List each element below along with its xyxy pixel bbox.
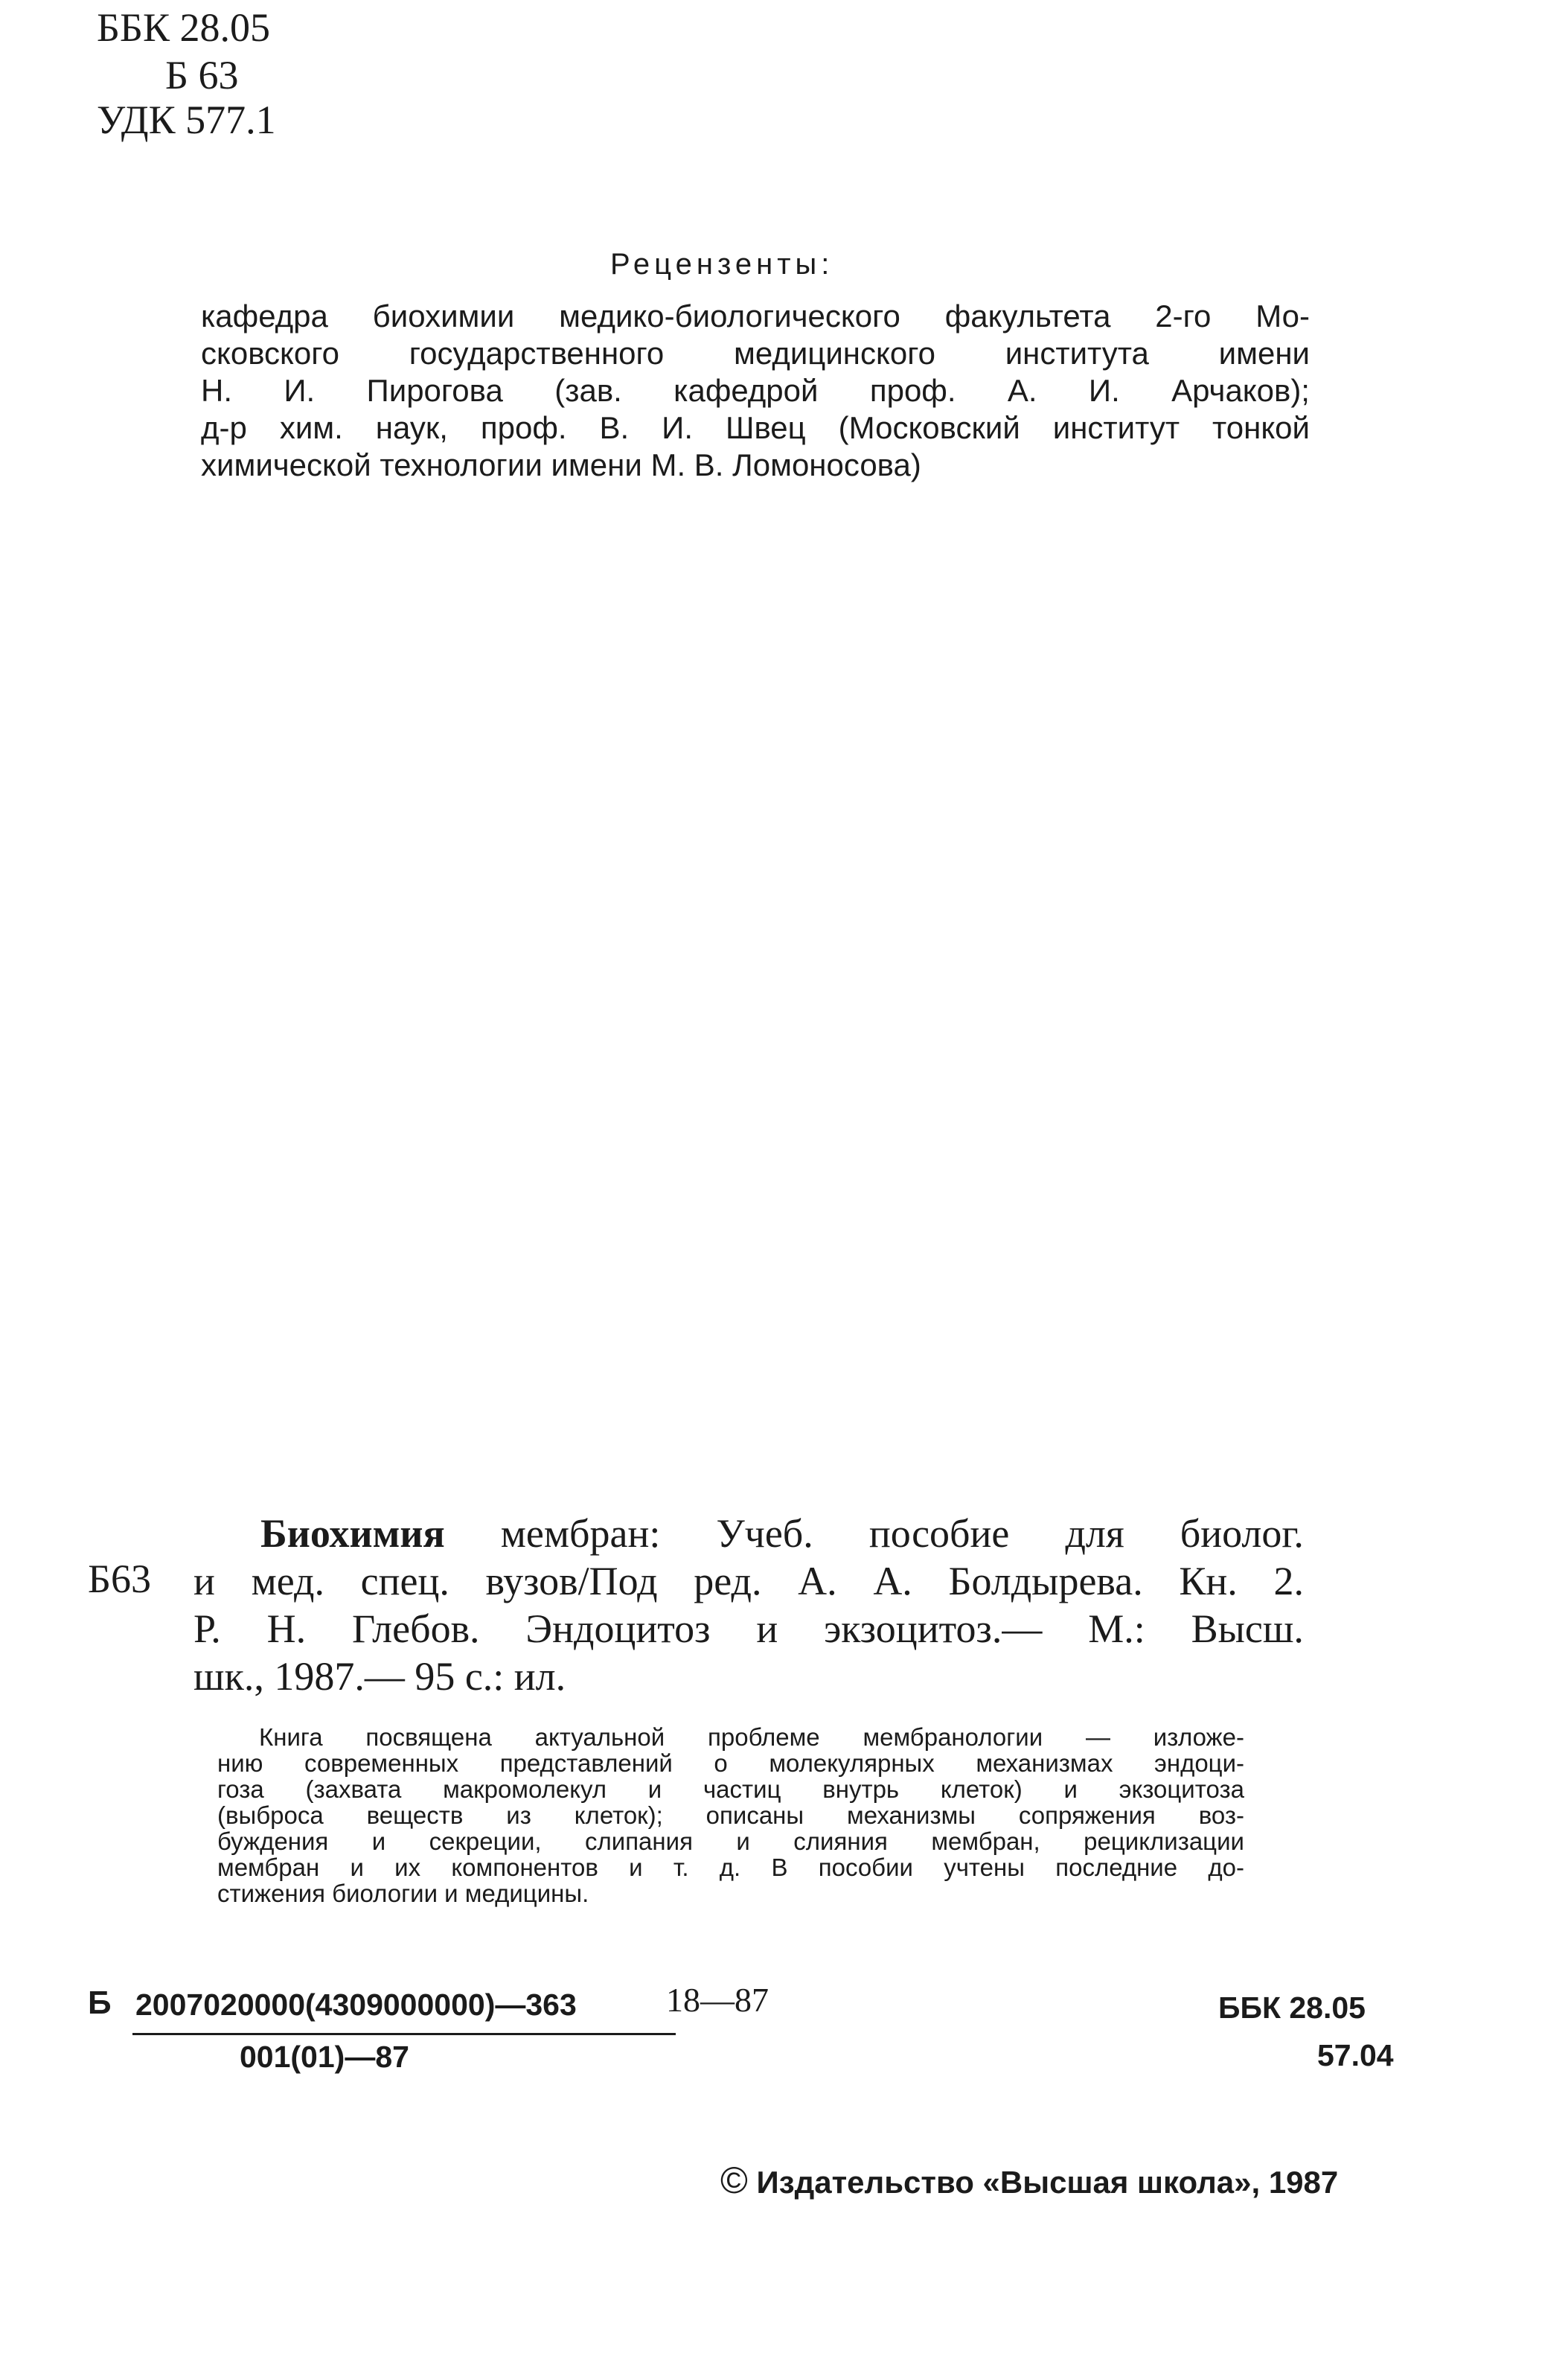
word: — <box>1085 1723 1110 1751</box>
fraction-bar <box>132 2033 676 2035</box>
word: биолог. <box>1180 1511 1304 1556</box>
word: и <box>1063 1775 1078 1803</box>
reviewers-list <box>201 298 1310 484</box>
word: имени <box>1218 336 1310 371</box>
word: д. <box>719 1854 741 1881</box>
word: Н. <box>266 1606 307 1651</box>
word: сопряжения <box>1018 1801 1156 1829</box>
word: В. <box>599 410 630 445</box>
word: рециклизации <box>1084 1827 1244 1855</box>
bibliographic-record <box>193 1510 1304 1700</box>
index-letter: Б <box>88 1985 112 2021</box>
bib-line <box>193 1557 1304 1605</box>
annotation-line <box>217 1750 1244 1776</box>
order-number: 18—87 <box>666 1981 769 2019</box>
word: проф. <box>480 410 567 445</box>
word: И. <box>662 410 693 445</box>
word: (захвата <box>305 1775 402 1803</box>
word: Пирогова <box>366 373 503 408</box>
word: стижения биологии и медицины. <box>217 1880 589 1907</box>
word: спец. <box>360 1559 449 1603</box>
word: Эндоцитоз <box>525 1606 711 1651</box>
annotation-line <box>217 1724 1244 1750</box>
word: медико-биологического <box>559 299 900 333</box>
annotation-line <box>217 1776 1244 1802</box>
word: экзоцитоз.— <box>824 1606 1043 1651</box>
bib-line <box>193 1653 1304 1700</box>
index-numerator: 2007020000(4309000000)—363 <box>135 1988 577 2022</box>
word: институт <box>1052 410 1180 445</box>
word: наук, <box>375 410 448 445</box>
word: 2. <box>1273 1559 1304 1603</box>
word: проблеме <box>708 1723 820 1751</box>
word: Н. <box>201 373 232 408</box>
word: (зав. <box>554 373 622 408</box>
bib-line <box>193 1510 1304 1557</box>
word: современных <box>304 1749 459 1777</box>
word: нию <box>217 1749 263 1777</box>
word: вузов/Под <box>485 1559 658 1603</box>
word: А. <box>1007 373 1037 408</box>
word: Кн. <box>1179 1559 1238 1603</box>
word: слияния <box>793 1827 888 1855</box>
word: Высш. <box>1191 1606 1304 1651</box>
word: государственного <box>409 336 665 371</box>
word: о <box>714 1749 728 1777</box>
word: шк., 1987.— 95 с.: ил. <box>193 1654 566 1699</box>
word: т. <box>673 1854 689 1881</box>
bib-author-mark: Б63 <box>88 1557 152 1601</box>
word: внутрь <box>822 1775 900 1803</box>
word: слипания <box>585 1827 693 1855</box>
word: Книга <box>259 1723 323 1751</box>
annotation-line <box>217 1854 1244 1880</box>
word: Мо- <box>1255 299 1310 333</box>
word: воз- <box>1198 1801 1244 1829</box>
word: 2-го <box>1155 299 1212 333</box>
reviewer-line <box>201 409 1310 447</box>
reviewer-line <box>201 447 1310 484</box>
word: молекулярных <box>769 1749 935 1777</box>
annotation-line <box>217 1880 1244 1906</box>
word: из <box>506 1801 531 1829</box>
word: А. <box>798 1559 837 1603</box>
word: посвящена <box>365 1723 492 1751</box>
word: кафедра <box>201 299 328 333</box>
word: частиц <box>703 1775 781 1803</box>
copyright-line <box>720 2159 1338 2202</box>
word: экзоцитоза <box>1119 1775 1244 1803</box>
annotation-line <box>217 1802 1244 1828</box>
word: пособии <box>818 1854 913 1881</box>
word: механизмы <box>847 1801 976 1829</box>
word: механизмах <box>976 1749 1113 1777</box>
word: (выброса <box>217 1801 324 1829</box>
word: их <box>394 1854 421 1881</box>
word: ред. <box>694 1559 762 1603</box>
word: изложе- <box>1153 1723 1244 1751</box>
word: и <box>350 1854 364 1881</box>
word: Болдырева. <box>948 1559 1143 1603</box>
word: (Московский <box>838 410 1020 445</box>
word: веществ <box>366 1801 464 1829</box>
reviewer-line <box>201 335 1310 372</box>
word: мед. <box>251 1559 324 1603</box>
udk-code: УДК 577.1 <box>97 98 276 142</box>
word: клеток); <box>574 1801 663 1829</box>
word: и <box>193 1559 215 1603</box>
word: Р. <box>193 1606 221 1651</box>
copyright-text: Издательство «Высшая школа», 1987 <box>756 2165 1339 2200</box>
word: описаны <box>705 1801 804 1829</box>
reviewers-heading: Рецензенты: <box>610 248 834 281</box>
word: В <box>771 1854 788 1881</box>
author-mark-code: Б 63 <box>165 53 239 98</box>
word: Глебов. <box>352 1606 480 1651</box>
word: секреции, <box>429 1827 542 1855</box>
word: учтены <box>944 1854 1025 1881</box>
copyright-sign: © <box>720 2159 748 2201</box>
word: мембран, <box>931 1827 1040 1855</box>
word: эндоци- <box>1154 1749 1244 1777</box>
word: факультета <box>944 299 1111 333</box>
word: и <box>736 1827 750 1855</box>
word: клеток) <box>940 1775 1023 1803</box>
word: химической технологии имени М. В. Ломоносова) <box>201 447 921 482</box>
word: Швец <box>725 410 806 445</box>
word: института <box>1005 336 1149 371</box>
bbk-code: ББК 28.05 <box>97 5 271 50</box>
bib-first-word: Биохимия <box>260 1511 445 1556</box>
word: тонкой <box>1212 410 1310 445</box>
index-bbk: ББК 28.05 <box>1218 1991 1366 2025</box>
index-bbk-sub: 57.04 <box>1317 2038 1394 2072</box>
word: кафедрой <box>673 373 819 408</box>
bib-line <box>193 1605 1304 1653</box>
word: до- <box>1208 1854 1244 1881</box>
word: сковского <box>201 336 340 371</box>
word: медицинского <box>734 336 935 371</box>
index-denominator: 001(01)—87 <box>240 2040 409 2074</box>
word: хим. <box>279 410 343 445</box>
word: биохимии <box>372 299 515 333</box>
word: пособие <box>868 1511 1010 1556</box>
word: компонентов <box>451 1854 598 1881</box>
word: последние <box>1055 1854 1178 1881</box>
annotation <box>217 1724 1244 1906</box>
word: гоза <box>217 1775 264 1803</box>
word: М.: <box>1088 1606 1145 1651</box>
word: Учеб. <box>716 1511 813 1556</box>
word: проф. <box>869 373 956 408</box>
reviewer-line <box>201 298 1310 335</box>
word: И. <box>1088 373 1120 408</box>
word: мембран <box>217 1854 320 1881</box>
word: и <box>371 1827 386 1855</box>
word: буждения <box>217 1827 329 1855</box>
annotation-line <box>217 1828 1244 1854</box>
word: и <box>629 1854 643 1881</box>
word: и <box>647 1775 662 1803</box>
word: А. <box>873 1559 912 1603</box>
word: актуальной <box>534 1723 665 1751</box>
word: для <box>1065 1511 1124 1556</box>
word: И. <box>284 373 316 408</box>
word: мембран: <box>500 1511 661 1556</box>
word: макромолекул <box>443 1775 607 1803</box>
word: Арчаков); <box>1171 373 1310 408</box>
word: д-р <box>201 410 247 445</box>
word: представлений <box>499 1749 673 1777</box>
reviewer-line <box>201 372 1310 409</box>
word: и <box>756 1606 778 1651</box>
word: мембранологии <box>863 1723 1043 1751</box>
